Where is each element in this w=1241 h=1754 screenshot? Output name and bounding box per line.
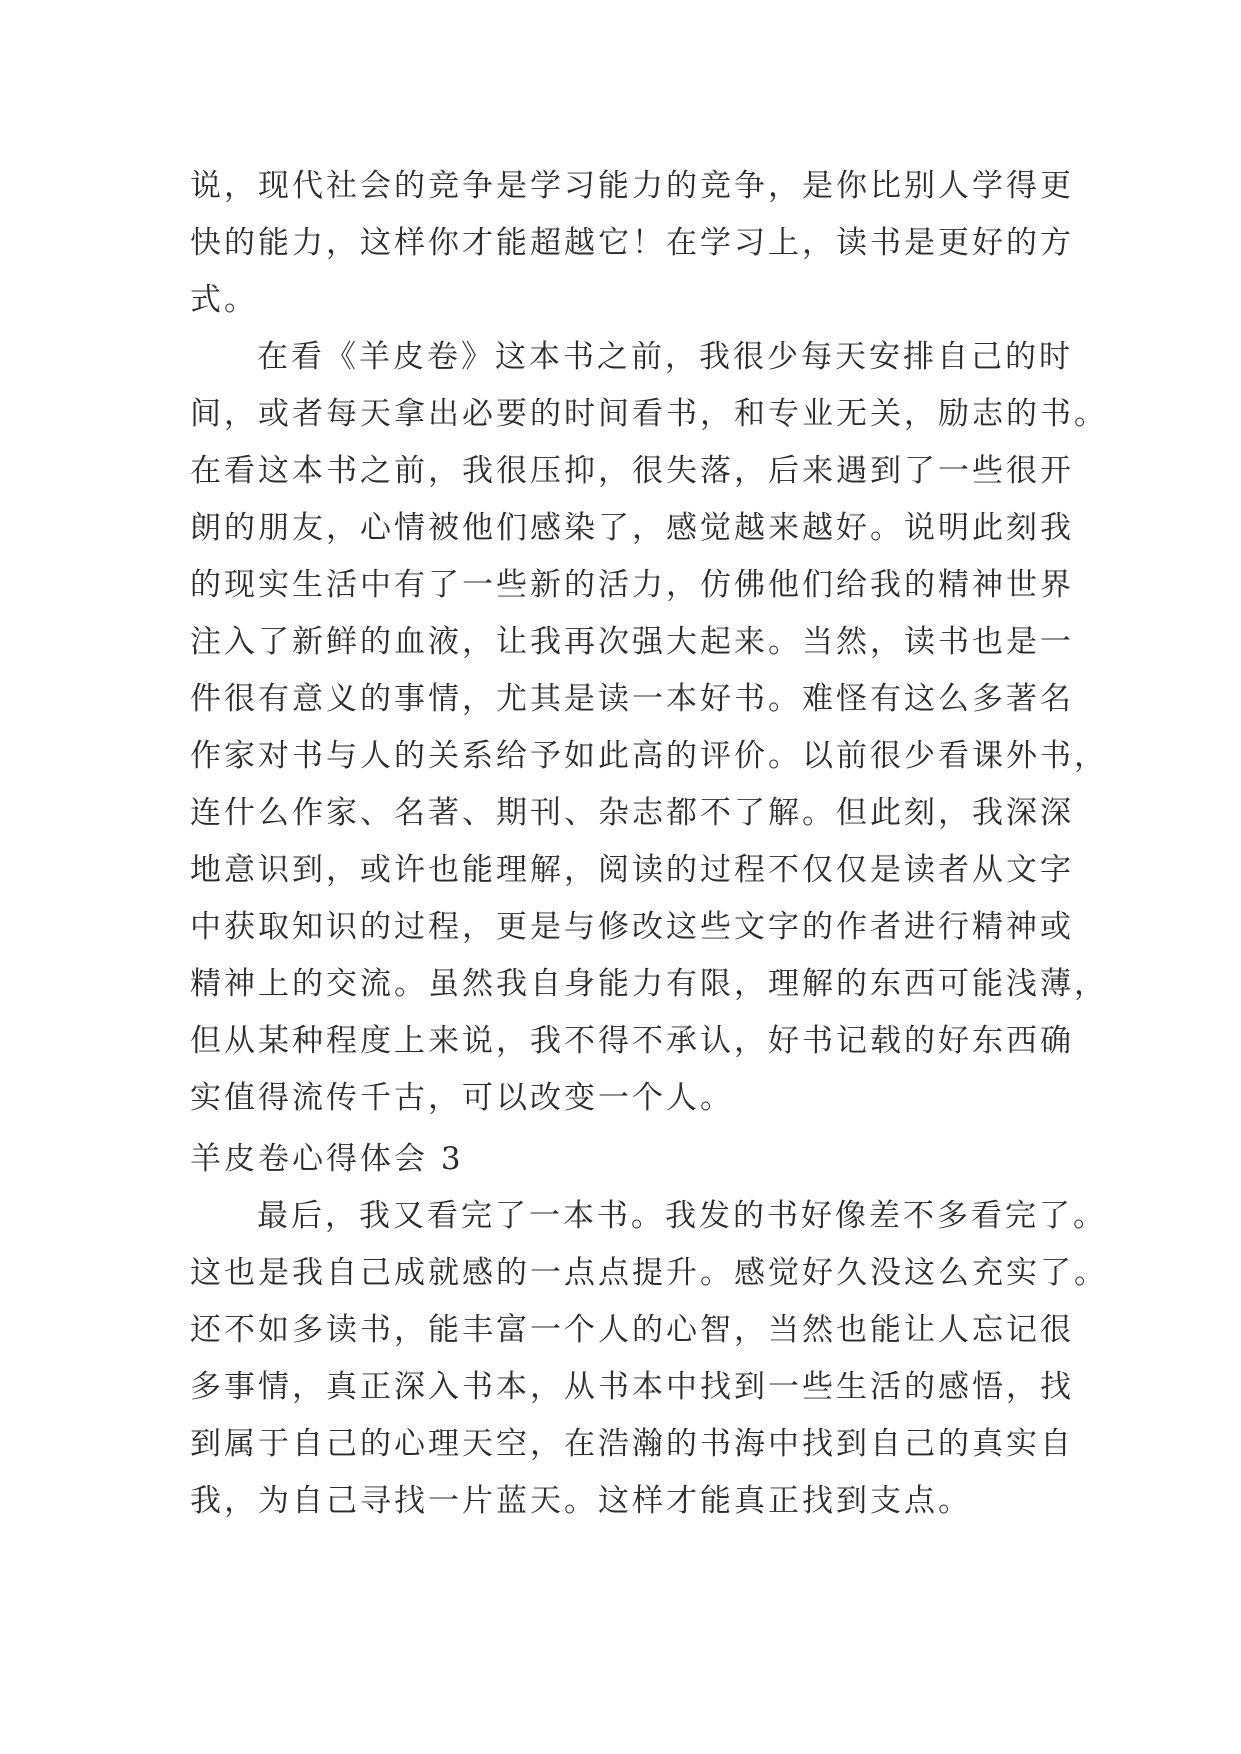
text-line: 多事情，真正深入书本，从书本中找到一些生活的感悟，找 — [190, 1369, 1074, 1405]
text-line: 朗的朋友，心情被他们感染了，感觉越来越好。说明此刻我 — [190, 510, 1074, 546]
section-heading — [190, 1131, 1052, 1188]
text-line: 连什么作家、名著、期刊、杂志都不了解。但此刻，我深深 — [190, 795, 1074, 831]
text-line: 精神上的交流。虽然我自身能力有限，理解的东西可能浅薄， — [190, 966, 1108, 1002]
section-heading-text: 羊皮卷心得体会 3 — [190, 1141, 464, 1177]
text-line: 实值得流传千古，可以改变一个人。 — [190, 1080, 734, 1116]
text-line: 中获取知识的过程，更是与修改这些文字的作者进行精神或 — [190, 909, 1074, 945]
text-line: 在看这本书之前，我很压抑，很失落，后来遇到了一些很开 — [190, 453, 1074, 489]
text-line: 最后，我又看完了一本书。我发的书好像差不多看完了。 — [257, 1198, 1107, 1234]
paragraph-2 — [190, 329, 1108, 1127]
text-line: 我，为自己寻找一片蓝天。这样才能真正找到支点。 — [190, 1483, 972, 1519]
text-line: 的现实生活中有了一些新的活力，仿佛他们给我的精神世界 — [190, 567, 1074, 603]
text-line: 地意识到，或许也能理解，阅读的过程不仅仅是读者从文字 — [190, 852, 1074, 888]
text-line: 在看《羊皮卷》这本书之前，我很少每天安排自己的时 — [257, 339, 1073, 375]
text-line: 间，或者每天拿出必要的时间看书，和专业无关，励志的书。 — [190, 396, 1108, 432]
text-line: 到属于自己的心理天空，在浩瀚的书海中找到自己的真实自 — [190, 1426, 1074, 1462]
text-line: 这也是我自己成就感的一点点提升。感觉好久没这么充实了。 — [190, 1255, 1108, 1291]
text-line: 件很有意义的事情，尤其是读一本好书。难怪有这么多著名 — [190, 681, 1074, 717]
text-line: 快的能力，这样你才能超越它！在学习上，读书是更好的方 — [190, 225, 1074, 261]
text-line: 注入了新鲜的血液，让我再次强大起来。当然，读书也是一 — [190, 624, 1074, 660]
text-line: 作家对书与人的关系给予如此高的评价。以前很少看课外书， — [190, 738, 1108, 774]
text-line: 说，现代社会的竞争是学习能力的竞争，是你比别人学得更 — [190, 168, 1074, 204]
paragraph-3 — [190, 1188, 1108, 1530]
paragraph-1 — [190, 158, 1074, 329]
text-line: 但从某种程度上来说，我不得不承认，好书记载的好东西确 — [190, 1023, 1074, 1059]
text-line: 还不如多读书，能丰富一个人的心智，当然也能让人忘记很 — [190, 1312, 1074, 1348]
text-line: 式。 — [190, 282, 258, 318]
